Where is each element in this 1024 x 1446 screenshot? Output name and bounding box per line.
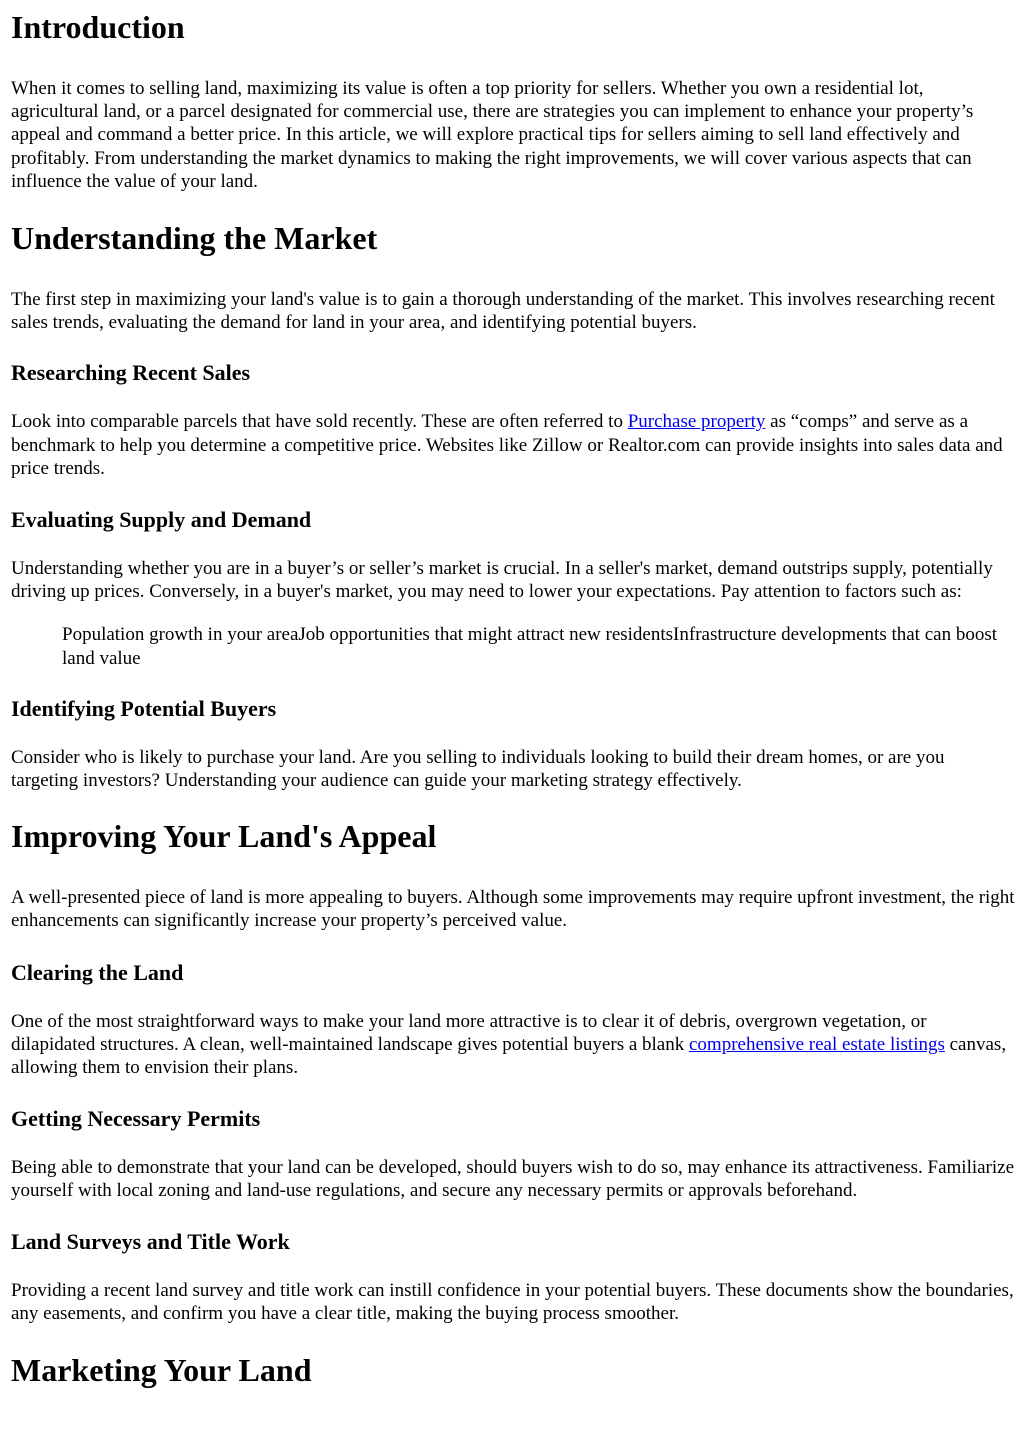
paragraph-evaluating-supply-demand: Understanding whether you are in a buyer’s or seller’s market is crucial. In a seller's market, demand outstrips supply, potentially driving up prices. Conversely, in a buyer's market, you may need to lower your expectations. Pay attention to factors such as:: [11, 558, 993, 603]
heading-understanding-market: Understanding the Market: [11, 220, 378, 257]
heading-researching-recent-sales: Researching Recent Sales: [11, 360, 251, 386]
text-clearing-before: One of the most straightforward ways to make your land more attractive is to clear it of debris, overgrown vegetation, or dilapidated structures. A clean, well-maintained landscape gives potential buyers a blank: [11, 1010, 927, 1055]
heading-evaluating-supply-demand: Evaluating Supply and Demand: [11, 507, 312, 533]
heading-land-surveys: Land Surveys and Title Work: [11, 1228, 290, 1254]
paragraph-land-surveys: Providing a recent land survey and title work can instill confidence in your potential buyers. These documents show the boundaries, any easements, and confirm you have a clear title, making the buying process smoother.: [11, 1279, 1014, 1324]
text-recent-sales-before: Look into comparable parcels that have sold recently. These are often referred to: [11, 411, 628, 433]
paragraph-researching-recent-sales: [11, 410, 1015, 480]
paragraph-improving-appeal: A well-presented piece of land is more appealing to buyers. Although some improvements may require upfront investment, the right enhancements can significantly increase your property’s perceived value.: [11, 887, 1015, 932]
link-comprehensive-listings[interactable]: comprehensive real estate listings: [688, 1033, 945, 1055]
heading-introduction: Introduction: [11, 9, 185, 45]
text-clearing-after: canvas, allowing them to envision their plans.: [11, 1033, 1007, 1079]
paragraph-identifying-buyers: Consider who is likely to purchase your land. Are you selling to individuals looking to build their dream homes, or are you targeting investors? Understanding your audience can guide your marketing strategy effectively.: [11, 746, 945, 792]
text-recent-sales-after: as “comps” and serve as a benchmark to help you determine a competitive price. Websites like Zillow or Realtor.com can provide insights into sales data and price trends.: [11, 411, 1003, 479]
heading-clearing-land: Clearing the Land: [11, 959, 184, 985]
heading-getting-permits: Getting Necessary Permits: [11, 1106, 261, 1132]
paragraph-understanding-market: The first step in maximizing your land's value is to gain a thorough understanding of the market. This involves researching recent sales trends, evaluating the demand for land in your area, and identifying potential buyers.: [11, 289, 995, 334]
list-supply-factors: Population growth in your areaJob opportunities that might attract new residentsInfrastructure developments that can boost land value: [62, 624, 997, 669]
heading-identifying-buyers: Identifying Potential Buyers: [11, 695, 277, 721]
heading-marketing-land: Marketing Your Land: [11, 1352, 312, 1389]
paragraph-getting-permits: Being able to demonstrate that your land can be developed, should buyers wish to do so, may enhance its attractiveness. Familiarize yourself with local zoning and land-use regulations, and secure any necessary permits or approvals beforehand.: [11, 1157, 1015, 1202]
paragraph-clearing-land: [11, 1010, 1015, 1080]
paragraph-introduction: When it comes to selling land, maximizing its value is often a top priority for sellers. Whether you own a residential lot, agricultural land, or a parcel designated for commercial use, there are strategies you can implement to enhance your property’s appeal and command a better price. In this article, we will explore practical tips for sellers aiming to sell land effectively and profitably. From understanding the market dynamics to making the right improvements, we will cover various aspects that can influence the value of your land.: [11, 78, 974, 192]
heading-improving-appeal: Improving Your Land's Appeal: [11, 818, 437, 855]
link-purchase-property[interactable]: Purchase property: [627, 411, 766, 433]
